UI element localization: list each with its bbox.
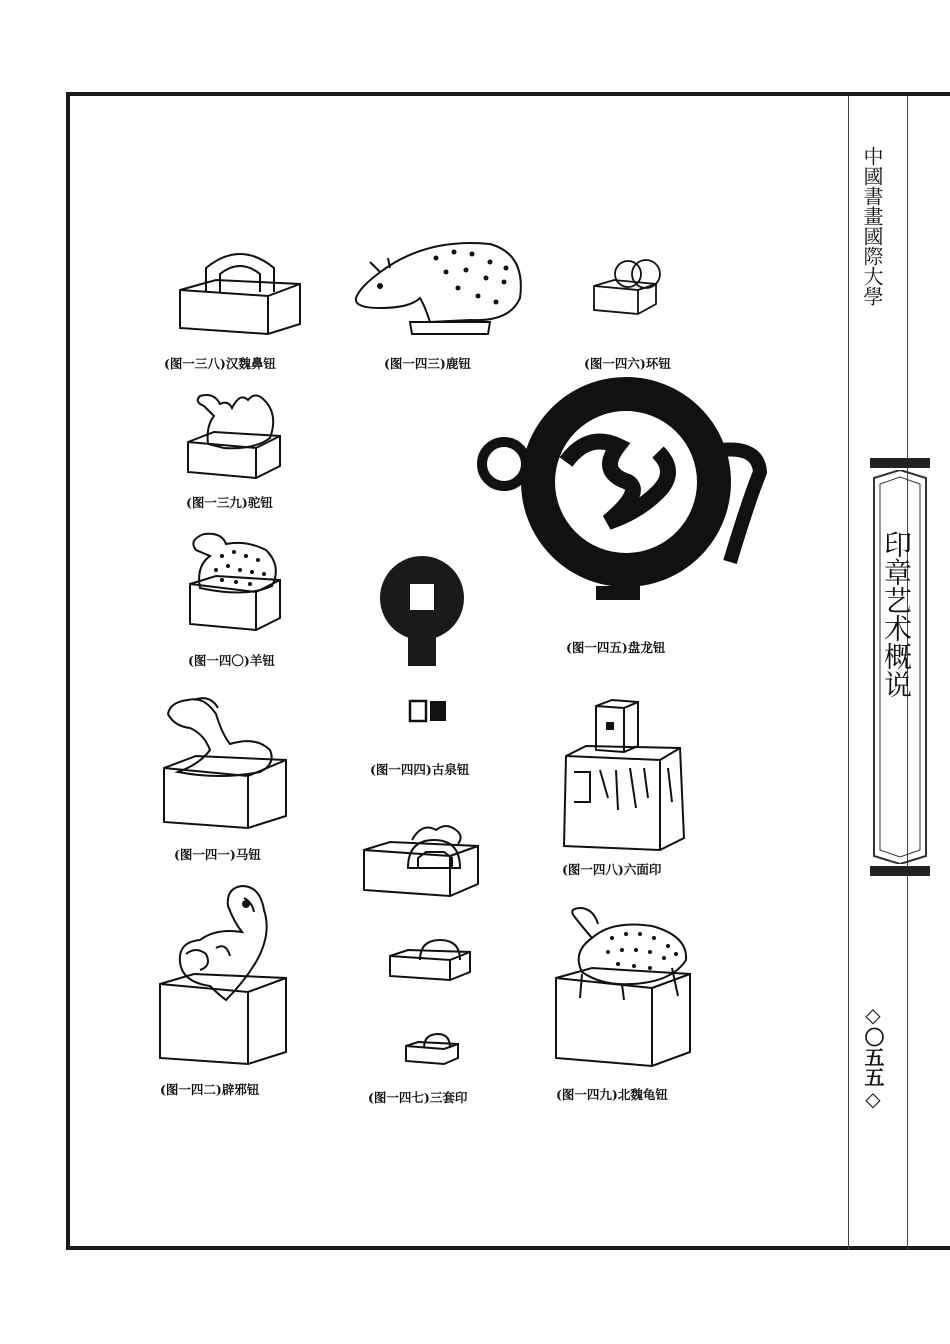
figure-caption: (图一三九)驼钮 — [186, 495, 273, 510]
decorative-band — [870, 458, 930, 468]
decorative-band — [870, 866, 930, 876]
section-title: 印章艺术概说 — [880, 530, 913, 698]
figure-caption: (图一四二)辟邪钮 — [160, 1082, 260, 1097]
figure-caption: (图一四七)三套印 — [368, 1090, 468, 1105]
figure-caption: (图一四〇)羊钮 — [188, 653, 275, 668]
page-number: ◇〇五五◇ — [861, 1003, 885, 1111]
book-series-title: 中國書畫國際大學 — [860, 146, 884, 306]
figure-caption: (图一四一)马钮 — [174, 847, 261, 862]
margin-rule — [848, 96, 849, 1250]
figure-caption: (图一四三)鹿钮 — [384, 356, 471, 371]
figure-caption: (图一三八)汉魏鼻钮 — [164, 356, 276, 371]
figure-caption: (图一四五)盘龙钮 — [566, 640, 666, 655]
figure-caption: (图一四九)北魏龟钮 — [556, 1087, 668, 1102]
figure-caption: (图一四四)古泉钮 — [370, 762, 470, 777]
figure-caption: (图一四八)六面印 — [562, 862, 662, 877]
figure-caption: (图一四六)环钮 — [584, 356, 671, 371]
